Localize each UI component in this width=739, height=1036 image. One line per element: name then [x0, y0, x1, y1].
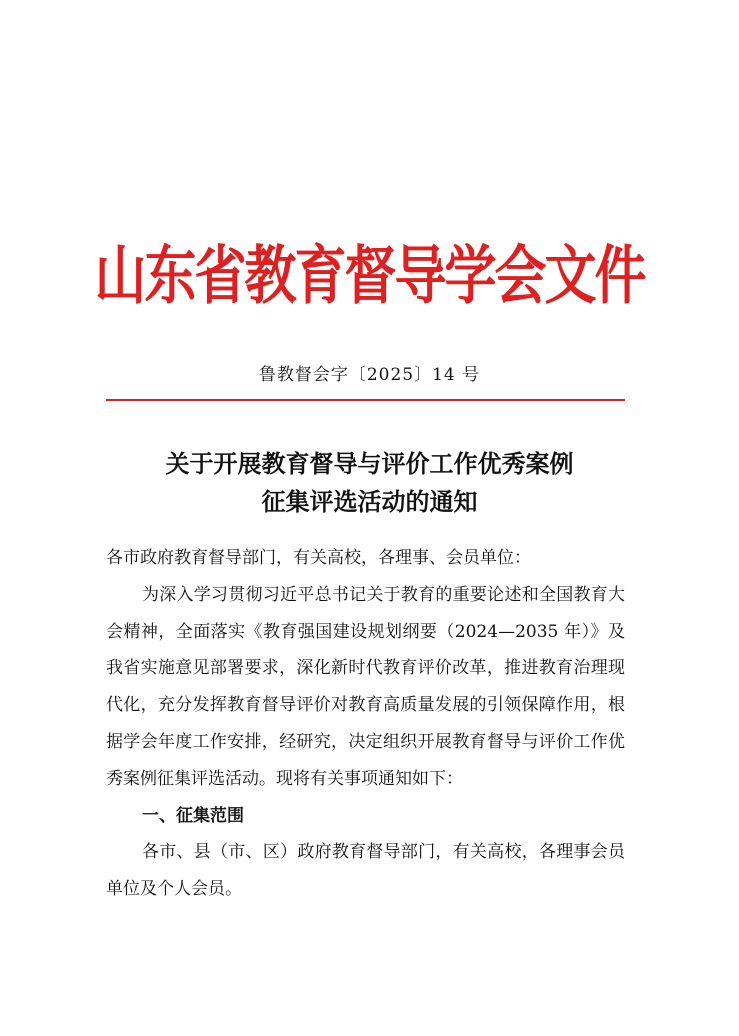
document-number: 鲁教督会字〔2025〕14 号 — [258, 365, 481, 385]
notice-body — [106, 540, 625, 908]
section-heading-scope: 一、征集范围 — [142, 805, 244, 826]
salutation: 各市政府教育督导部门，有关高校，各理事、会员单位： — [106, 548, 531, 568]
intro-paragraph: 为深入学习贯彻习近平总书记关于教育的重要论述和全国教育大会精神，全面落实《教育强国建设规划纲要（2024—2035 年）》及我省实施意见部署要求，深化新时代教育评价改革，推进教育治理现代化，充分发挥教育督导评价对教育高质量发展的引领保障作用，根据学会年度工作安排，经研究，决定组织开展教育督导与评价工作优秀案例征集评选活动。现将有关事项通知如下： — [106, 584, 625, 789]
red-divider-line — [106, 399, 625, 401]
notice-title-line-1: 关于开展教育督导与评价工作优秀案例 — [165, 449, 574, 478]
scope-paragraph: 各市、县（市、区）政府教育督导部门，有关高校，各理事会员单位及个人会员。 — [106, 842, 625, 900]
notice-title — [0, 445, 739, 521]
notice-title-line-2: 征集评选活动的通知 — [261, 487, 478, 516]
document-header-title: 山东省教育督导学会文件 — [94, 240, 645, 314]
